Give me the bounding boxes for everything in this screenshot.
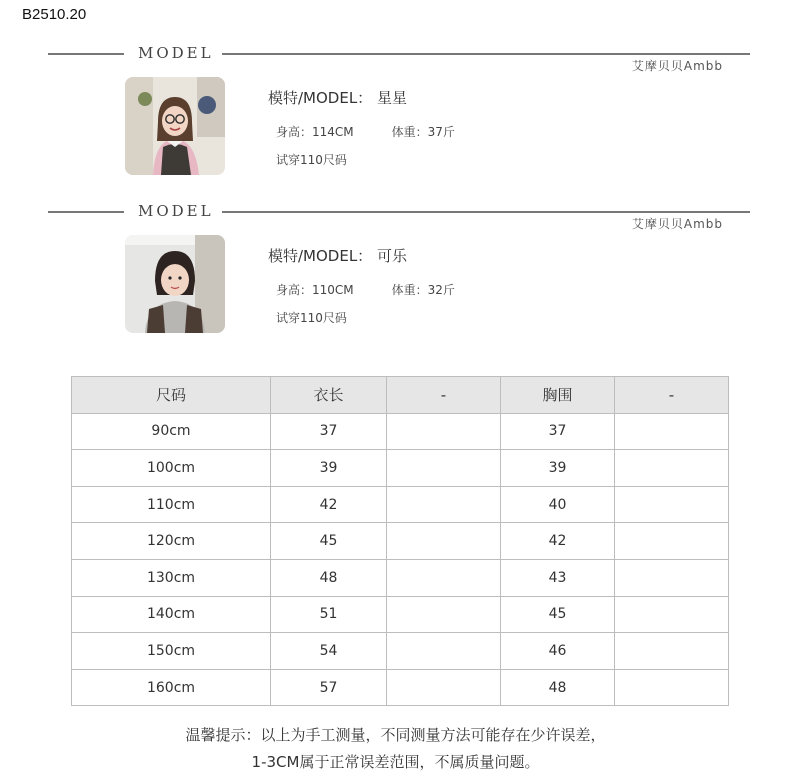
model-name: 模特/MODEL： 星星: [268, 89, 407, 107]
cell-length: 48: [271, 559, 387, 596]
cell-blank: [615, 596, 729, 633]
header-chest: 胸围: [501, 377, 615, 414]
cell-length: 57: [271, 669, 387, 706]
cell-blank: [615, 413, 729, 450]
model-section-2: [0, 202, 791, 361]
cell-chest: 42: [501, 523, 615, 560]
section-label: MODEL: [138, 44, 214, 62]
cell-blank: [387, 413, 501, 450]
cell-blank: [615, 633, 729, 670]
divider-right: [222, 211, 750, 213]
model-weight: 体重：32斤: [391, 283, 455, 297]
divider-left: [48, 53, 124, 55]
cell-size: 140cm: [72, 596, 271, 633]
table-row: [72, 633, 729, 670]
table-header-row: [72, 377, 729, 414]
cell-blank: [615, 450, 729, 487]
cell-chest: 37: [501, 413, 615, 450]
cell-chest: 40: [501, 486, 615, 523]
size-chart-table: [71, 376, 729, 706]
table-row: [72, 596, 729, 633]
table-row: [72, 486, 729, 523]
model-height: 身高：114CM: [276, 125, 354, 139]
cell-chest: 39: [501, 450, 615, 487]
divider-right: [222, 53, 750, 55]
cell-chest: 43: [501, 559, 615, 596]
cell-blank: [387, 450, 501, 487]
measurement-note-line-2: 1-3CM属于正常误差范围，不属质量问题。: [251, 753, 540, 771]
table-row: [72, 450, 729, 487]
cell-length: 42: [271, 486, 387, 523]
model-photo: [125, 235, 225, 333]
cell-chest: 46: [501, 633, 615, 670]
section-label: MODEL: [138, 202, 214, 220]
cell-chest: 45: [501, 596, 615, 633]
product-code: B2510.20: [22, 6, 87, 23]
model-stats: [276, 281, 455, 298]
header-length: 衣长: [271, 377, 387, 414]
brand-label: 艾摩贝贝Ambb: [631, 217, 723, 231]
table-row: [72, 413, 729, 450]
cell-length: 51: [271, 596, 387, 633]
table-row: [72, 559, 729, 596]
cell-blank: [615, 559, 729, 596]
cell-size: 160cm: [72, 669, 271, 706]
table-row: [72, 669, 729, 706]
model-stats: [276, 123, 455, 140]
measurement-note-line-1: 温馨提示：以上为手工测量，不同测量方法可能存在少许误差，: [185, 726, 606, 744]
cell-blank: [387, 486, 501, 523]
cell-blank: [387, 559, 501, 596]
header-blank-1: -: [387, 377, 501, 414]
cell-blank: [615, 669, 729, 706]
cell-blank: [387, 633, 501, 670]
cell-blank: [387, 596, 501, 633]
table-row: [72, 523, 729, 560]
cell-chest: 48: [501, 669, 615, 706]
brand-label: 艾摩贝贝Ambb: [631, 59, 723, 73]
model-name: 模特/MODEL： 可乐: [268, 247, 407, 265]
cell-size: 120cm: [72, 523, 271, 560]
header-size: 尺码: [72, 377, 271, 414]
cell-size: 130cm: [72, 559, 271, 596]
cell-blank: [615, 486, 729, 523]
model-section-1: [0, 44, 791, 203]
cell-blank: [387, 669, 501, 706]
cell-size: 100cm: [72, 450, 271, 487]
model-height: 身高：110CM: [276, 283, 354, 297]
cell-size: 90cm: [72, 413, 271, 450]
cell-blank: [615, 523, 729, 560]
model-weight: 体重：37斤: [391, 125, 455, 139]
cell-length: 39: [271, 450, 387, 487]
header-blank-2: -: [615, 377, 729, 414]
model-try-size: 试穿110尺码: [276, 311, 347, 325]
cell-length: 54: [271, 633, 387, 670]
model-try-size: 试穿110尺码: [276, 153, 347, 167]
cell-length: 45: [271, 523, 387, 560]
cell-size: 150cm: [72, 633, 271, 670]
cell-blank: [387, 523, 501, 560]
cell-length: 37: [271, 413, 387, 450]
divider-left: [48, 211, 124, 213]
model-photo: [125, 77, 225, 175]
cell-size: 110cm: [72, 486, 271, 523]
